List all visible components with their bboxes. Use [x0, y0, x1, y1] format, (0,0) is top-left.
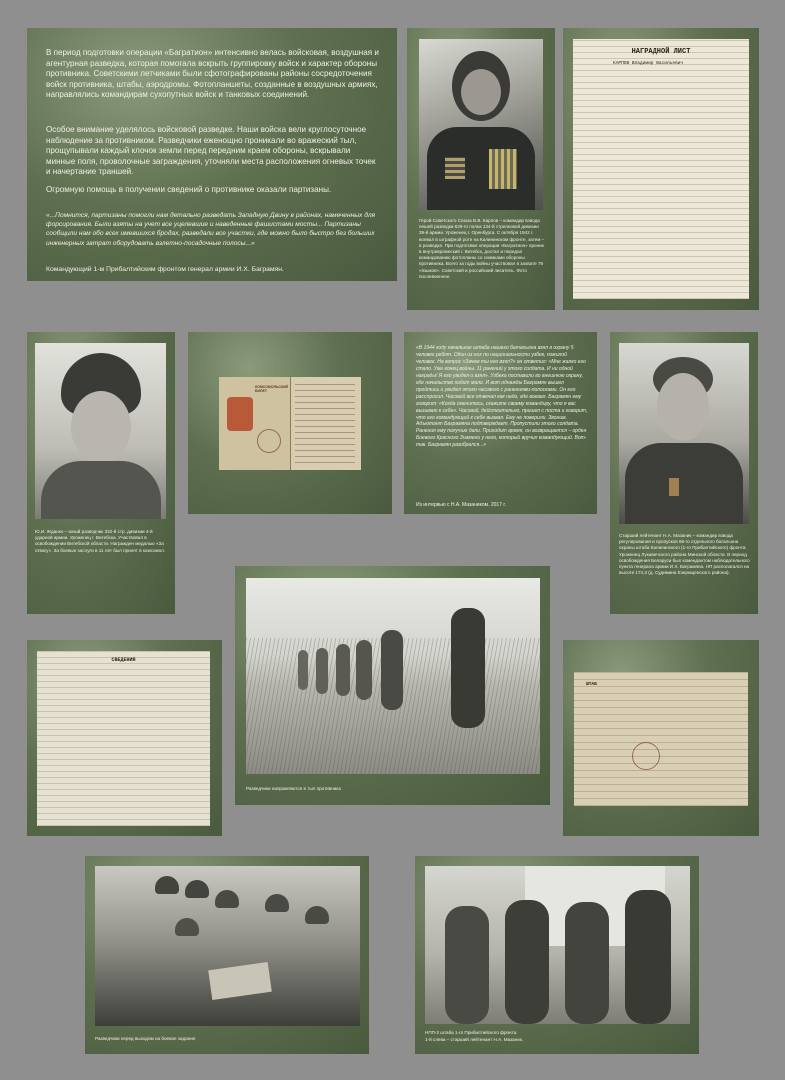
mazanik-quote-text: «В 1944 году начальник штаба нашего батальона взял в охрану 5 человек ребят. Один из них по национальности узбек, пожилой человек. На вопрос «Зачем ты его взял?» он ответил: «Мне жалко его стало. Уже конец войны. 11 ранений у этого солдата. И ни одной награды! Я его увидел и взял». Узбека поставили во внешнюю охрану, где начальство ходит мало. И вот однажды Баграмян вышел пройтись и увидел этого часового с ранениями-полосками. Он его расспросил. Часовой все отвечал как надо, где воевал. Баграмян ему говорит: «Когда сменитесь, скажите своему командиру, что я вас вызываю к себе». Часовой, действительно, пришел с поста и говорит, что его командующий к себе вызвал. Ему не поверили. Звоним. Адъютант Баграмяна подтверждает. Пропустили этого солдата. Ранения ему получше дали. Приходит время, он возвращается – орден Боевого Красного Знамени у него, который вручил командующий. Вот-так. Баграмян разобрался...»: [416, 345, 588, 449]
karpov-panel: [407, 28, 555, 310]
mazanik-panel: [610, 332, 758, 614]
zhdanko-panel: [27, 332, 175, 614]
komsomol-panel: [188, 332, 392, 514]
mazanik-quote-source: Из интервью с Н.А. Мазаником. 2017 г.: [416, 502, 506, 508]
mazanik-portrait: [619, 343, 749, 524]
list-document: [37, 651, 210, 826]
shtab-document: [574, 672, 748, 806]
np-staff-caption-line2: 1-й слева – старший лейтенант Н.А. Мазаник.: [425, 1037, 524, 1042]
scouts-briefing-caption: Разведчики перед выходом на боевое задание: [95, 1036, 196, 1041]
intro-paragraph-3: Огромную помощь в получении сведений о противнике оказали партизаны.: [46, 185, 332, 194]
scouts-field-panel: [235, 566, 550, 805]
award-document: [573, 39, 749, 299]
award-doc-panel: [563, 28, 759, 310]
intro-paragraph-2: Особое внимание уделялось войсковой разведке. Наши войска вели круглосуточное наблюдение за противником. Разведчики еженощно проникали во вражеский тыл, прощупывали каждый клочок земли перед передним краем обороны, вскрывали минные поля, проволочные заграждения, уточняли места расположения огневых точек и начертание траншей.: [46, 125, 376, 177]
intro-quote-author: Командующий 1-м Прибалтийским фронтом генерал армии И.Х. Баграмян.: [46, 266, 284, 273]
np-staff-caption-line1: НПП-2 штаба 1-го Прибалтийского фронта.: [425, 1030, 518, 1035]
scouts-briefing-photo: [95, 866, 360, 1026]
intro-panel: [27, 28, 397, 281]
award-doc-title: НАГРАДНОЙ ЛИСТ: [631, 48, 691, 56]
list-doc-title: СВЕДЕНИЯ: [111, 657, 136, 663]
mazanik-caption: Старший лейтенант Н.А. Мазаник – командир взвода регулирования и пропусков 66-го отдельного батальона охраны штаба Калининского (1-го Прибалтийского) фронта. Уроженец Лукавичского района Минской области. В период освобождения Беларуси был комендантом наблюдательного пункта генерала армии И.Х. Баграмяна. НП располагался на высоте 174,3 (д. Судимина Езерищенского района).: [619, 533, 750, 576]
mazanik-quote-panel: [404, 332, 597, 514]
komsomol-card: [219, 377, 361, 470]
shtab-doc-title: ШТАБ: [586, 682, 597, 687]
shtab-doc-panel: [563, 640, 759, 836]
np-staff-photo: [425, 866, 690, 1024]
karpov-portrait: [419, 39, 543, 210]
intro-paragraph-1: В период подготовки операции «Багратион» интенсивно велась войсковая, воздушная и агентурная разведка, которая помогала вскрыть группировку войск и характер обороны противника. Советскими летчиками были сфотографированы районы сосредоточения войск противника, штабы, аэродромы. Фотопланшеты, созданные в воздушных армиях, направлялись командирам сухопутных войск и танковых соединений.: [46, 48, 379, 100]
intro-quote: «...Помнится, партизаны помогли нам детально разведать Западную Двину в районах, намеченных для форсирования. Были взяты на учет все уцелевшие и наведенные фашистами мосты... Партизаны сообщили нам обо всех имевшихся бродах, разведали все участки, где можно было быстро без больших инженерных затрат оборудовать взлетно-посадочные полосы...»: [46, 212, 376, 247]
scouts-briefing-panel: [85, 856, 369, 1054]
karpov-caption: Герой Советского Союза В.В. Карпов – командир взвода пешей разведки 629-го полка 134-й стрелковой дивизии 39-й армии. Уроженец г. Оренбурга. С октября 1942 г. воевал в штрафной роте на Калининском фронте, затем – в разведке. При подготовке операции «Багратион» проник в внутривражеский г. Витебск, достал и передал командованию фотопланы со снимками обороны противника. Всего за годы войны участвовал в захвате 79 «языков». Советский и российский писатель. Фото послевоенное.: [419, 218, 545, 279]
list-doc-panel: [27, 640, 222, 836]
award-doc-name: КАРПОВ Владимир Васильевич: [613, 61, 684, 66]
scouts-field-caption: Разведчики направляются в тыл противника: [246, 786, 341, 791]
zhdanko-caption: Ю.И. Жданко – юный разведчик 332-й стр. дивизии 4-й ударной армии. Уроженец г. Витебска. Участвовал в освобождении Витебской области. Награжден медалью «За отвагу». За боевые заслуги в 11 лет был принят в комсомол.: [35, 529, 166, 553]
scouts-field-photo: [246, 578, 540, 774]
np-staff-panel: [415, 856, 699, 1054]
komsomol-card-title: КОМСОМОЛЬСКИЙ БИЛЕТ: [255, 385, 289, 393]
zhdanko-portrait: [35, 343, 166, 519]
